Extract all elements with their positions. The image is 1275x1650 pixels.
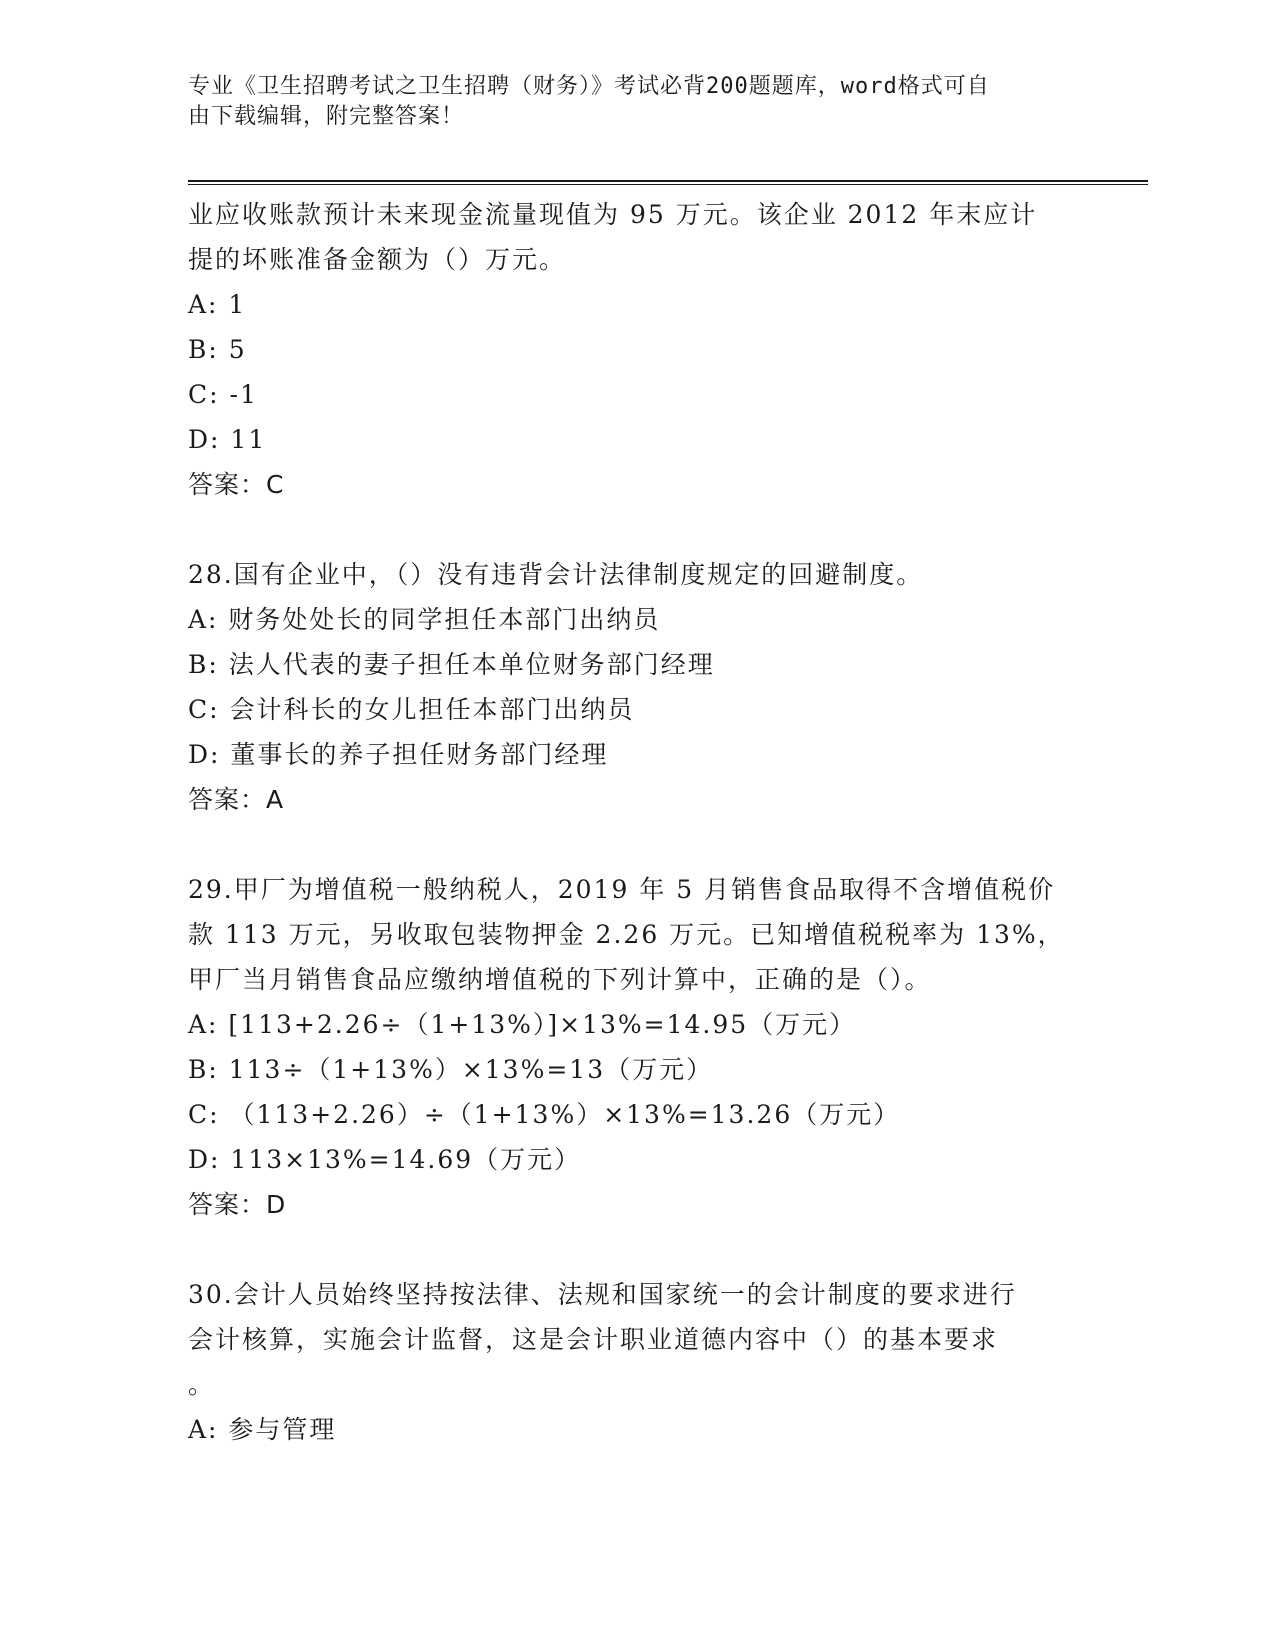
option-c: C: -1 [188, 380, 258, 409]
question-text: 。 [188, 1370, 216, 1399]
question-list [188, 192, 1088, 1452]
header-line-1: 专业《卫生招聘考试之卫生招聘（财务）》考试必背200题题库，word格式可自 [188, 74, 990, 99]
option-b: B: 5 [188, 335, 247, 364]
question-text: 提的坏账准备金额为（）万元。 [188, 245, 567, 274]
answer: 答案：D [188, 1190, 287, 1219]
option-a: A: [113+2.26÷（1+13%）]×13%=14.95（万元） [188, 1010, 857, 1039]
question-27 [188, 192, 1088, 507]
question-28 [188, 552, 1088, 822]
question-text: 甲厂当月销售食品应缴纳增值税的下列计算中，正确的是（）。 [188, 965, 932, 994]
question-text: 29.甲厂为增值税一般纳税人，2019 年 5 月销售食品取得不含增值税价 [188, 875, 1056, 904]
option-d: D: 113×13%=14.69（万元） [188, 1145, 582, 1174]
option-c: C: 会计科长的女儿担任本部门出纳员 [188, 695, 635, 724]
option-a: A: 财务处处长的同学担任本部门出纳员 [188, 605, 661, 634]
option-d: D: 11 [188, 425, 267, 454]
question-text: 款 113 万元，另收取包装物押金 2.26 万元。已知增值税税率为 13%， [188, 920, 1065, 949]
question-29 [188, 867, 1088, 1227]
spacer [188, 822, 1088, 867]
option-a: A: 参与管理 [188, 1415, 337, 1444]
header-line-2: 由下载编辑，附完整答案！ [188, 104, 465, 129]
answer: 答案：C [188, 470, 285, 499]
spacer [188, 1227, 1088, 1272]
document-header [188, 72, 1068, 132]
question-text: 会计核算，实施会计监督，这是会计职业道德内容中（）的基本要求 [188, 1325, 999, 1354]
question-text: 30.会计人员始终坚持按法律、法规和国家统一的会计制度的要求进行 [188, 1280, 1017, 1309]
option-d: D: 董事长的养子担任财务部门经理 [188, 740, 609, 769]
question-text: 业应收账款预计未来现金流量现值为 95 万元。该企业 2012 年末应计 [188, 200, 1038, 229]
header-divider [188, 180, 1148, 182]
question-30 [188, 1272, 1088, 1452]
question-text: 28.国有企业中，（）没有违背会计法律制度规定的回避制度。 [188, 560, 924, 589]
answer: 答案：A [188, 785, 285, 814]
header-divider-thin [188, 184, 1148, 185]
spacer [188, 507, 1088, 552]
option-c: C: （113+2.26）÷（1+13%）×13%=13.26（万元） [188, 1100, 901, 1129]
option-b: B: 法人代表的妻子担任本单位财务部门经理 [188, 650, 715, 679]
option-b: B: 113÷（1+13%）×13%=13（万元） [188, 1055, 714, 1084]
option-a: A: 1 [188, 290, 247, 319]
